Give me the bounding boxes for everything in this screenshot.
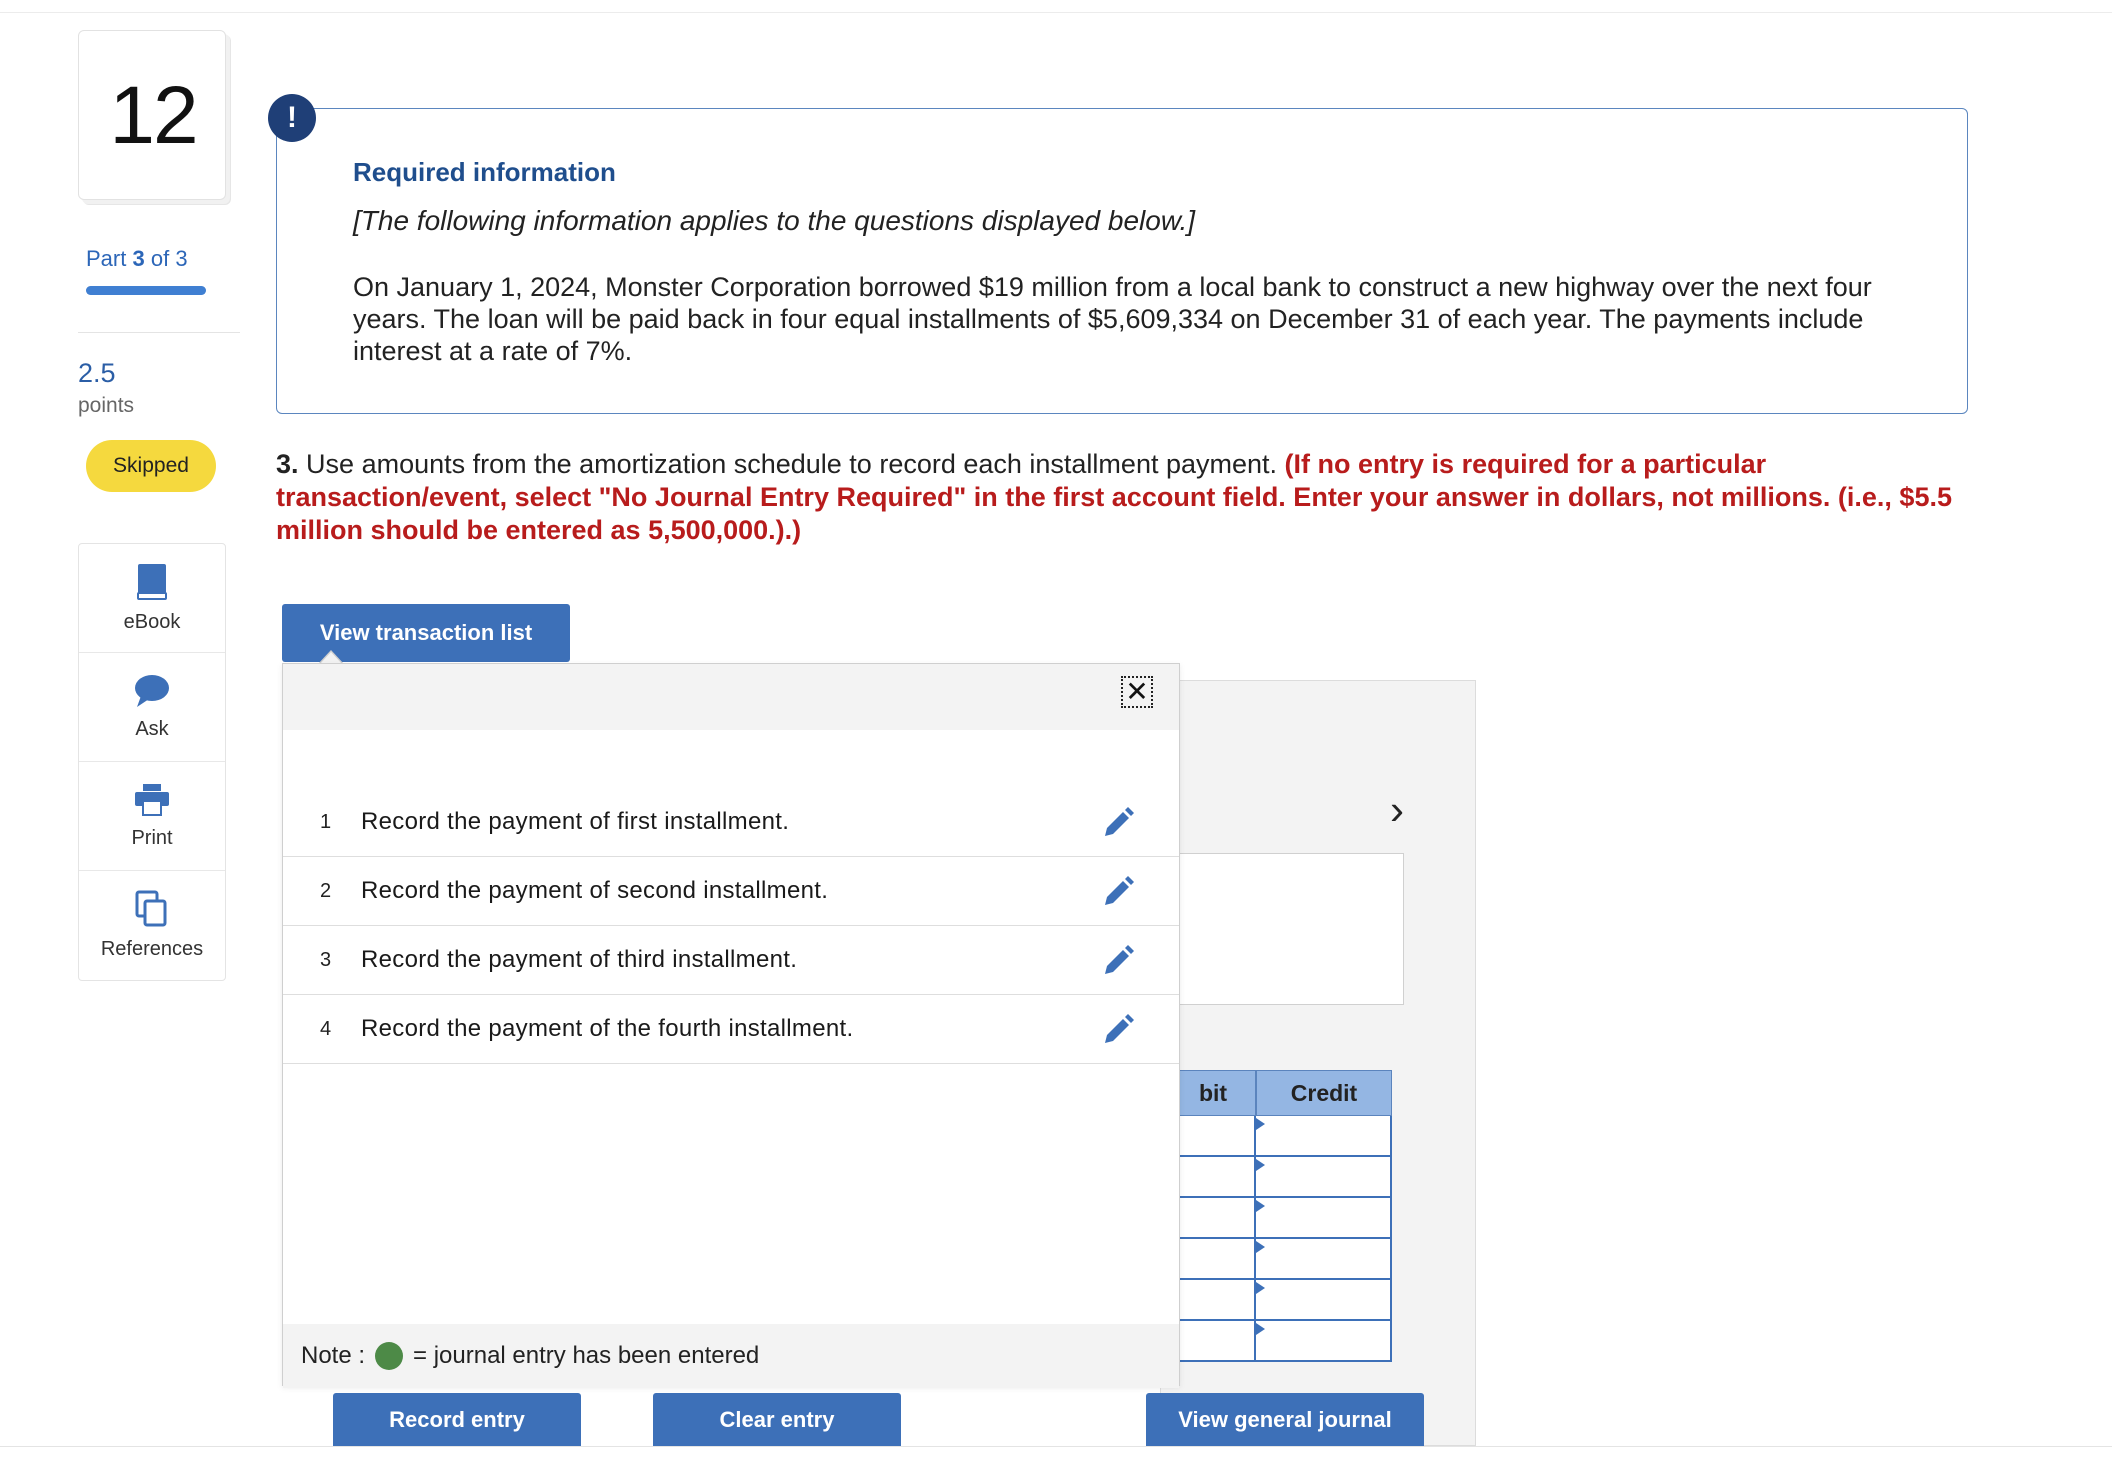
part-current: 3: [132, 246, 145, 271]
status-badge: Skipped: [86, 440, 216, 492]
debit-input[interactable]: [1170, 1116, 1256, 1157]
credit-input[interactable]: [1256, 1157, 1392, 1198]
info-body: On January 1, 2024, Monster Corporation borrowed $19 million from a local bank to construct a new highway over the next four years. The loan will be paid back in four equal installments of $5,609,334 on December 31 of each year. The payments include interest at a rate of 7%.: [353, 272, 1872, 366]
transaction-description: Record the payment of the fourth installment.: [361, 1015, 854, 1042]
popup-note: [283, 1324, 1179, 1388]
credit-input[interactable]: [1256, 1198, 1392, 1239]
journal-row: [1170, 1280, 1392, 1321]
info-note: [The following information applies to the questions displayed below.]: [353, 205, 1196, 236]
journal-row: [1170, 1321, 1392, 1362]
pencil-edit-icon[interactable]: [1101, 944, 1135, 978]
journal-row: [1170, 1116, 1392, 1157]
book-icon: [135, 563, 169, 601]
pencil-edit-icon[interactable]: [1101, 875, 1135, 909]
copy-pages-icon: [134, 890, 170, 928]
transaction-row: [283, 926, 1179, 995]
journal-row: [1170, 1157, 1392, 1198]
alert-icon: !: [268, 94, 316, 142]
question-number-inline: 3.: [276, 449, 299, 479]
journal-row: [1170, 1198, 1392, 1239]
references-label: References: [100, 938, 204, 960]
ask-button[interactable]: [79, 653, 225, 762]
debit-input[interactable]: [1170, 1280, 1256, 1321]
transaction-row: [283, 857, 1179, 926]
print-button[interactable]: [79, 762, 225, 871]
transaction-list: [283, 788, 1179, 1064]
journal-row: [1170, 1239, 1392, 1280]
transaction-description: Record the payment of third installment.: [361, 946, 798, 973]
record-entry-button[interactable]: Record entry: [333, 1393, 581, 1446]
debit-input[interactable]: [1170, 1198, 1256, 1239]
print-label: Print: [131, 826, 173, 849]
credit-header: Credit: [1256, 1070, 1392, 1116]
required-information-box: [276, 108, 1968, 414]
transaction-description: Record the payment of second installment.: [361, 877, 829, 904]
points-label: points: [78, 394, 135, 417]
debit-input[interactable]: [1170, 1157, 1256, 1198]
view-general-journal-button[interactable]: View general journal: [1146, 1393, 1424, 1446]
pencil-edit-icon[interactable]: [1101, 1013, 1135, 1047]
chat-bubble-icon: [133, 674, 171, 708]
credit-input[interactable]: [1256, 1321, 1392, 1362]
entered-indicator-dot: [375, 1342, 403, 1370]
info-title: Required information: [353, 157, 616, 187]
references-button[interactable]: [79, 871, 225, 980]
transaction-number: 2: [320, 879, 332, 902]
close-icon[interactable]: ✕: [1121, 676, 1153, 708]
question-number-card: [78, 30, 226, 200]
part-prefix: Part: [86, 246, 127, 271]
transaction-row: [283, 788, 1179, 857]
clear-entry-button[interactable]: Clear entry: [653, 1393, 901, 1446]
transaction-description-box: [1174, 853, 1404, 1005]
transaction-list-popup: [282, 663, 1180, 1386]
popup-header: [283, 664, 1179, 730]
journal-grid: [1170, 1070, 1392, 1362]
debit-input[interactable]: [1170, 1239, 1256, 1280]
question-number: 12: [109, 70, 197, 161]
part-indicator: [86, 246, 188, 272]
points-value: 2.5: [78, 358, 116, 388]
credit-input[interactable]: [1256, 1280, 1392, 1321]
debit-input[interactable]: [1170, 1321, 1256, 1362]
ask-label: Ask: [135, 717, 169, 740]
part-progress-fill: [86, 286, 206, 295]
part-total: of 3: [150, 246, 188, 271]
transaction-number: 1: [320, 810, 332, 833]
transaction-number: 3: [320, 948, 332, 971]
top-divider: [0, 12, 2112, 13]
question-instruction: (If no entry is required for a particular transaction/event, select "No Journal Entry Required" in the first account field. Enter your answer in dollars, not millions. (i.e., $5.5 million should be entered as 5,500,000.).): [276, 449, 1952, 545]
view-transaction-list-button[interactable]: View transaction list: [282, 604, 570, 662]
popup-caret: [318, 650, 344, 664]
next-transaction-arrow[interactable]: ›: [1390, 786, 1404, 833]
tools-panel: [78, 543, 226, 981]
sidebar-divider: [78, 332, 240, 333]
note-text: = journal entry has been entered: [413, 1342, 760, 1369]
part-progress-bar: [86, 286, 206, 295]
ebook-button[interactable]: [79, 544, 225, 653]
question-text: [276, 448, 1976, 547]
transaction-row: [283, 995, 1179, 1064]
question-prompt: Use amounts from the amortization schedule to record each installment payment.: [306, 449, 1278, 479]
printer-icon: [133, 783, 171, 817]
bottom-divider: [0, 1446, 2112, 1447]
debit-header: bit: [1170, 1070, 1256, 1116]
pencil-edit-icon[interactable]: [1101, 806, 1135, 840]
note-label: Note :: [301, 1342, 366, 1369]
credit-input[interactable]: [1256, 1116, 1392, 1157]
transaction-number: 4: [320, 1017, 332, 1040]
ebook-label: eBook: [123, 610, 181, 633]
credit-input[interactable]: [1256, 1239, 1392, 1280]
transaction-description: Record the payment of first installment.: [361, 808, 790, 835]
